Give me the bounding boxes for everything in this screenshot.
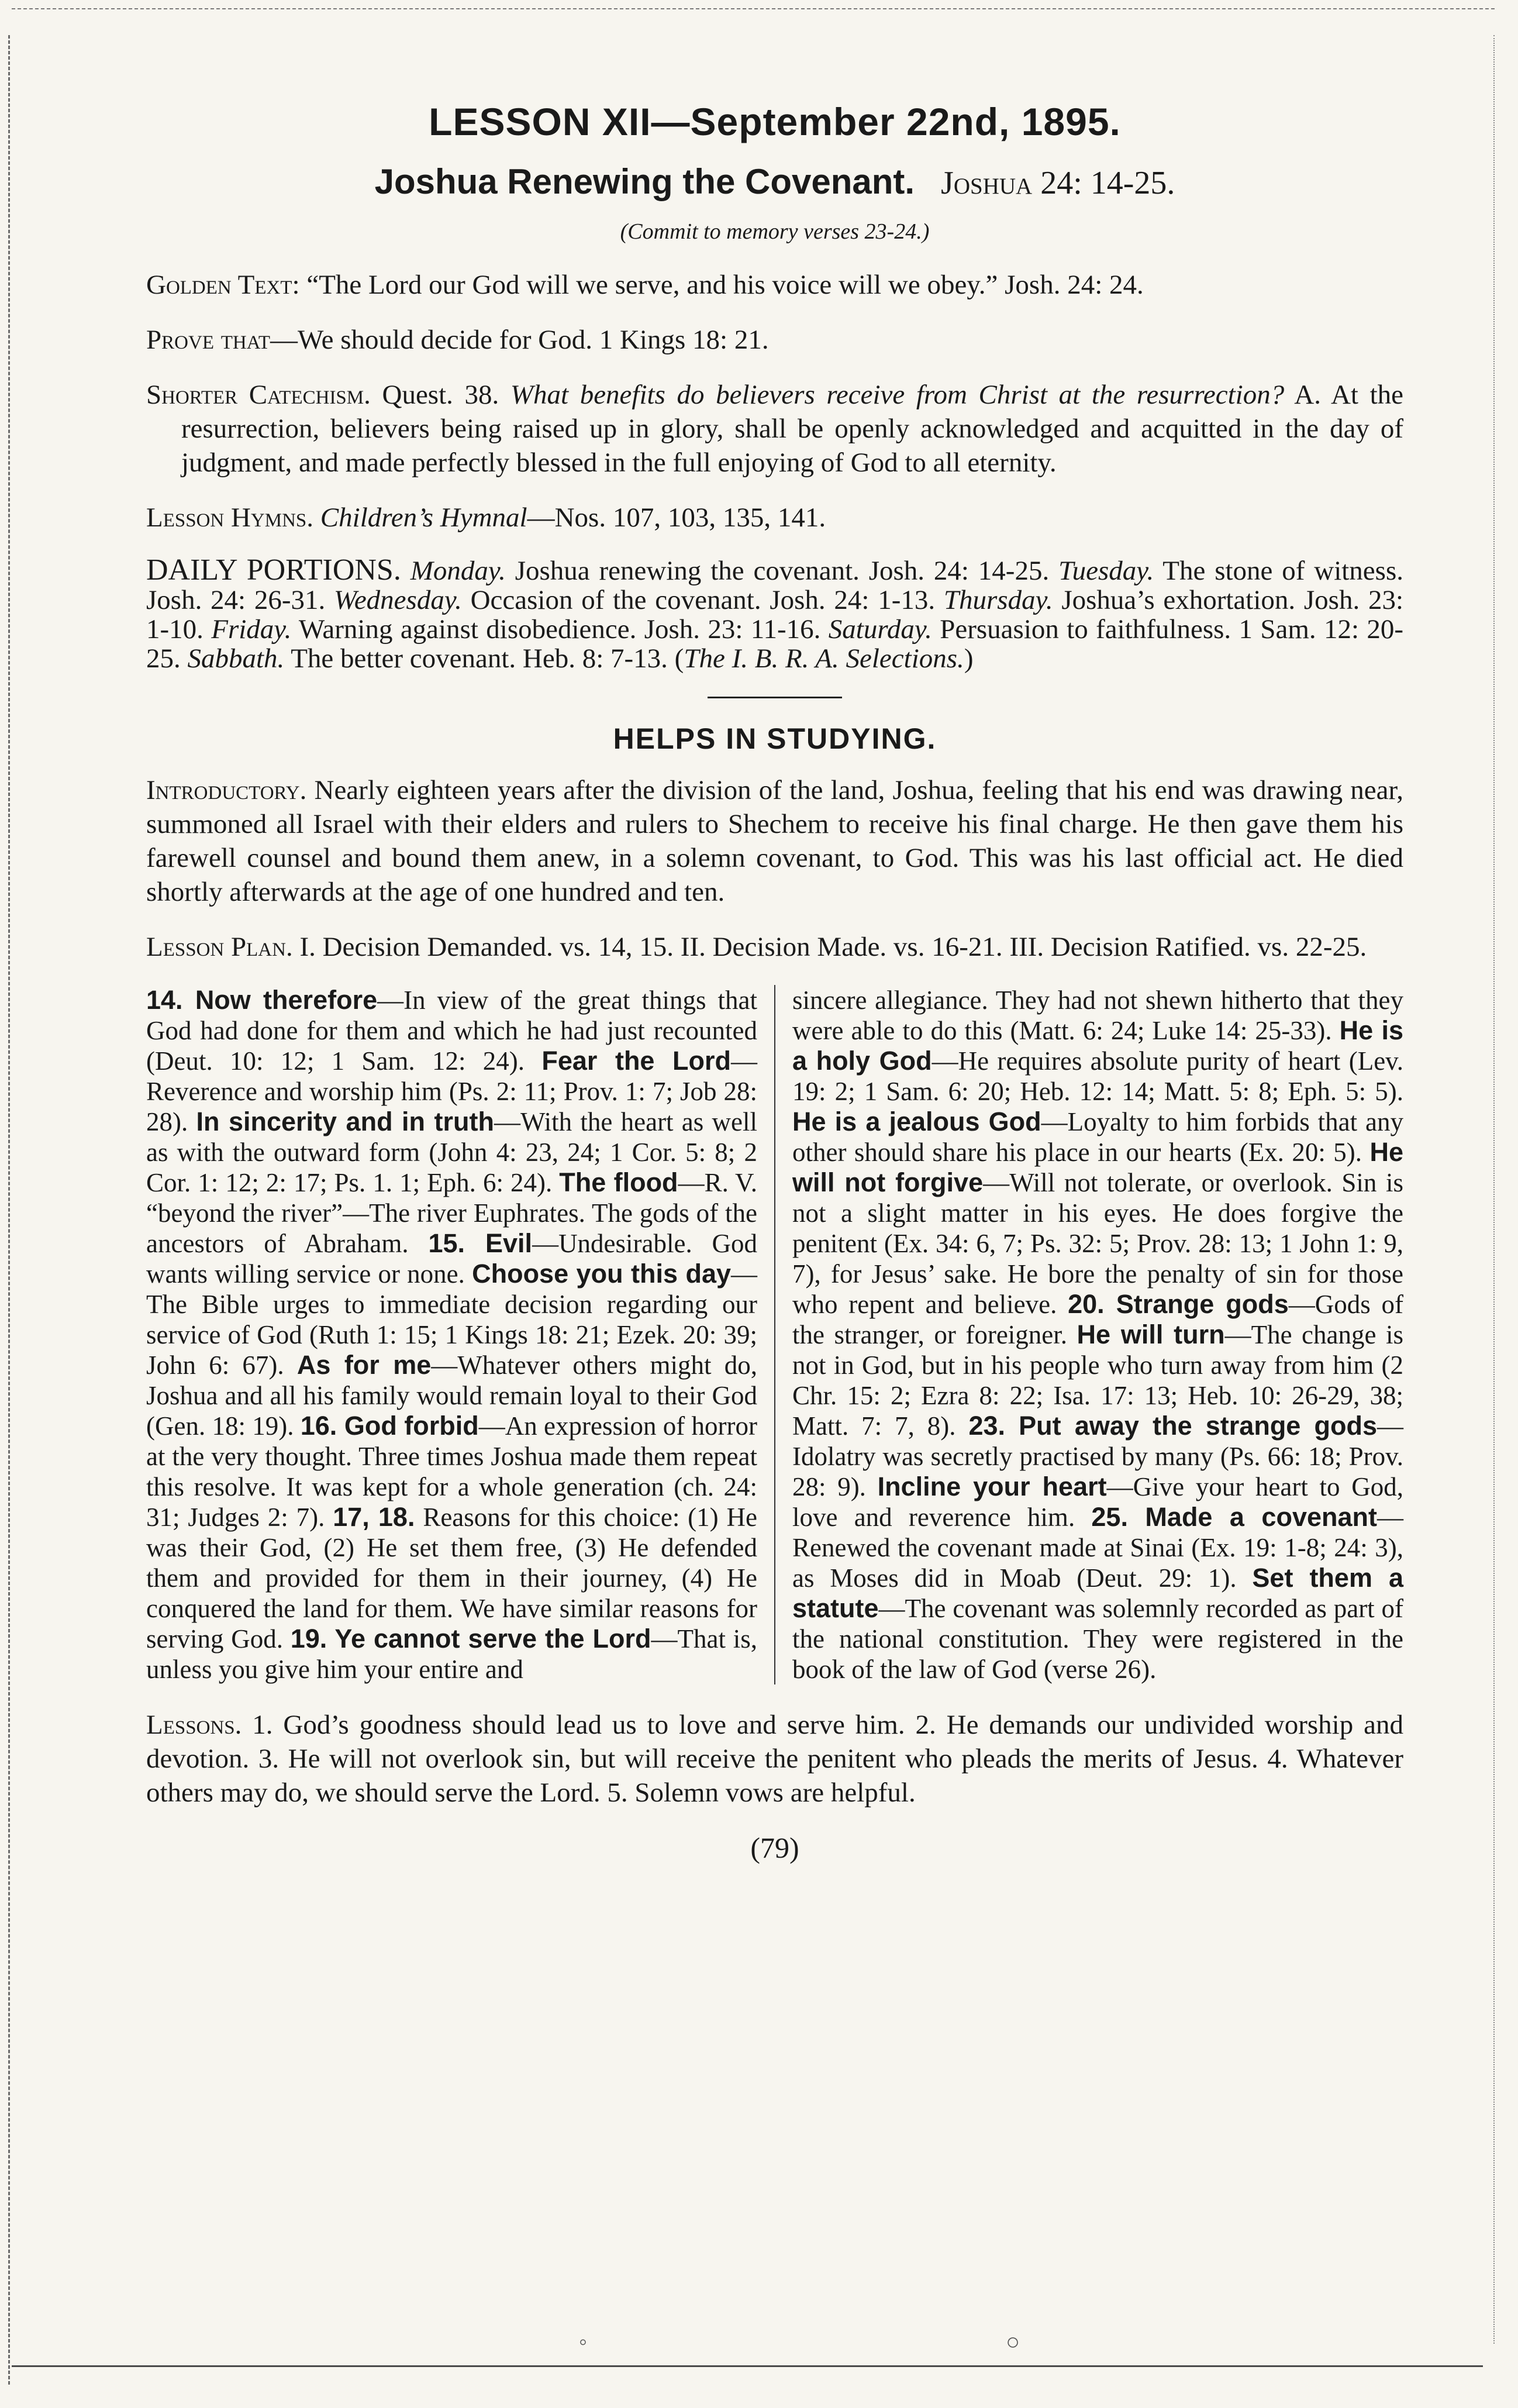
daily-day-3: Wednesday. — [333, 585, 462, 615]
daily-text-5: Warning against disobedience. Josh. 23: 11-16. — [291, 614, 829, 645]
catechism-label: Shorter Catechism. — [146, 380, 371, 410]
commentary-right-column — [792, 985, 1403, 1684]
commentary-text: —The change is not in God, but in his people who turn away from him (2 Chr. 15: 2; Ezra 8: 22; Isa. 17: 13; Heb. 10: 26-29, 38; Matt. 7: 7, 8). — [792, 1320, 1403, 1441]
commentary-keyword: 20. Strange gods — [1068, 1289, 1289, 1319]
golden-text-label: Golden Text: — [146, 270, 300, 300]
hymns-book: Children’s Hymnal — [320, 502, 527, 533]
commentary-text: —Loyalty to him forbids that any other should share his place in our hearts (Ex. 20: 5). — [792, 1107, 1403, 1167]
commentary-text: —He requires absolute purity of heart (Lev. 19: 2; 1 Sam. 6: 20; Heb. 12: 14; Matt. 5: 8; Eph. 5: 5). — [792, 1046, 1403, 1106]
lesson-plan-label: Lesson Plan. — [146, 932, 293, 962]
commentary-keyword: 14. Now therefore — [146, 985, 378, 1015]
commentary-keyword: As for me — [296, 1350, 432, 1380]
commentary-text: —An expression of horror at the very thought. Three times Joshua made them repeat this resolve. It was kept for a whole generation (ch. 24: 31; Judges 2: 7). — [146, 1411, 757, 1532]
daily-portions-label: DAILY PORTIONS. — [146, 553, 401, 587]
commentary-text: —Renewed the covenant made at Sinai (Ex. 19: 1-8; 24: 3), as Moses did in Moab (Deut. 29: 1). — [792, 1503, 1403, 1593]
introductory — [146, 773, 1403, 909]
commentary-keyword: 25. Made a covenant — [1091, 1502, 1377, 1532]
shorter-catechism — [146, 378, 1403, 480]
commentary-text: —That is, unless you give him your entire and — [146, 1624, 757, 1684]
hymns-label: Lesson Hymns. — [146, 502, 314, 533]
commentary-text: Reasons for this choice: (1) He was their God, (2) He set them free, (3) He defended them and provided for them in their journey, (4) He conquered the land for them. We have similar reasons for serving God. — [146, 1503, 757, 1653]
prove-that-body: —We should decide for God. 1 Kings 18: 21. — [270, 325, 769, 355]
commentary-text: —Whatever others might do, Joshua and all his family would remain loyal to their God (Gen. 18: 19). — [146, 1351, 757, 1441]
lessons-summary — [146, 1708, 1403, 1810]
lesson-page — [146, 99, 1403, 1865]
daily-day-2: Tuesday. — [1058, 556, 1154, 586]
catechism-quest: Quest. 38. — [382, 380, 499, 410]
commentary-keyword: 19. Ye cannot serve the Lord — [290, 1624, 651, 1653]
lesson-plan-body: I. Decision Demanded. vs. 14, 15. II. Decision Made. vs. 16-21. III. Decision Ratified. vs. 22-25. — [292, 932, 1367, 962]
commentary-text: sincere allegiance. They had not shewn hitherto that they were able to do this (Matt. 6: 24; Luke 14: 25-33). — [792, 986, 1403, 1045]
commentary-text: —The covenant was solemnly recorded as part of the national constitution. They were registered in the book of the law of God (verse 26). — [792, 1594, 1403, 1684]
golden-text — [146, 268, 1403, 302]
commentary-keyword: He will not forgive — [792, 1137, 1403, 1197]
daily-selections: The I. B. R. A. Selections. — [684, 643, 964, 674]
daily-day-4: Thursday. — [943, 585, 1053, 615]
commentary-text: —With the heart as well as with the outward form (John 4: 23, 24; 1 Cor. 5: 8; 2 Cor. 1: 12; 2: 17; Ps. 1. 1; Eph. 6: 24). — [146, 1107, 757, 1197]
page-number: (79) — [750, 1831, 799, 1864]
page-border-bottom — [12, 2363, 1483, 2367]
commentary-keyword: In sincerity and in truth — [196, 1107, 494, 1136]
section-divider — [708, 697, 842, 698]
daily-day-7: Sabbath. — [187, 643, 285, 674]
daily-close: ) — [964, 643, 974, 674]
daily-text-2: The stone of witness. Josh. 24: 26-31. — [146, 556, 1403, 615]
page-border-left — [8, 35, 13, 2385]
commentary-keyword: 23. Put away the strange gods — [968, 1411, 1377, 1441]
lessons-body: 1. God’s goodness should lead us to love and serve him. 2. He demands our undivided worship and devotion. 3. He will not overlook sin, but will receive the penitent who pleads the merits of Jesus. 4. Whatever others may do, we should serve the Lord. 5. Solemn vows are helpful. — [146, 1710, 1403, 1808]
prove-that-label: Prove that — [146, 325, 271, 355]
lesson-title: LESSON XII—September 22nd, 1895. — [429, 100, 1121, 143]
commentary-keyword: Set them a statute — [792, 1563, 1403, 1623]
daily-day-6: Saturday. — [828, 614, 932, 645]
commentary-text: —Give your heart to God, love and reverence him. — [792, 1472, 1403, 1532]
daily-day-5: Friday. — [211, 614, 292, 645]
commentary-keyword: 17, 18. — [333, 1502, 415, 1532]
scripture-reference: Joshua 24: 14-25. — [941, 165, 1175, 201]
hymns-numbers: —Nos. 107, 103, 135, 141. — [527, 502, 826, 533]
commentary-keyword: 16. God forbid — [300, 1411, 479, 1441]
lesson-subtitle-main: Joshua Renewing the Covenant. — [374, 162, 915, 201]
commentary-keyword: He will turn — [1077, 1320, 1225, 1349]
catechism-question: What benefits do believers receive from Christ at the resurrection? — [510, 380, 1285, 410]
commentary-keyword: Choose you this day — [472, 1259, 731, 1289]
helps-heading: HELPS IN STUDYING. — [613, 722, 937, 755]
commentary-keyword: Fear the Lord — [541, 1046, 731, 1076]
commentary-keyword: 15. Evil — [428, 1228, 533, 1258]
commentary-text: —Will not tolerate, or overlook. Sin is not a slight matter in his eyes. He does forgive the penitent (Ex. 34: 6, 7; Ps. 32: 5; Prov. 28: 13; 1 John 1: 9, 7), for Jesus’ sake. He bore the penalty of sin for those who repent and believe. — [792, 1168, 1403, 1319]
page-border-right — [1490, 35, 1495, 2344]
commentary-text: —In view of the great things that God had done for them and which he had just recounted (Deut. 10: 12; 1 Sam. 12: 24). — [146, 986, 757, 1076]
lesson-plan — [146, 930, 1403, 964]
commentary-keyword: He is a jealous God — [792, 1107, 1041, 1136]
daily-text-6: Persuasion to faithfulness. 1 Sam. 12: 20-25. — [146, 614, 1404, 674]
commentary-text: —Idolatry was secretly practised by many (Ps. 66: 18; Prov. 28: 9). — [792, 1411, 1403, 1501]
commentary-left-column — [146, 985, 757, 1684]
commentary-columns — [146, 985, 1403, 1684]
column-divider — [774, 985, 775, 1684]
introductory-body: Nearly eighteen years after the division of the land, Joshua, feeling that his end was drawing near, summoned all Israel with their elders and rulers to Shechem to receive his final charge. He then gave them his farewell counsel and bound them anew, in a solemn covenant, to God. This was his last official act. He died shortly afterwards at the age of one hundred and ten. — [146, 775, 1403, 907]
golden-text-body: “The Lord our God will we serve, and his voice will we obey.” Josh. 24: 24. — [306, 270, 1144, 300]
commit-note: (Commit to memory verses 23-24.) — [620, 219, 930, 244]
commentary-keyword: The flood — [559, 1167, 678, 1197]
lesson-hymns — [146, 501, 1403, 535]
binding-mark-icon: ○ — [1006, 2328, 1020, 2355]
binding-mark-icon: ◦ — [579, 2328, 588, 2355]
daily-text-4: Joshua’s exhortation. Josh. 23: 1-10. — [146, 585, 1403, 645]
lesson-subtitle — [146, 161, 1403, 202]
commentary-text: —Reverence and worship him (Ps. 2: 11; Prov. 1: 7; Job 28: 28). — [146, 1046, 757, 1136]
daily-text-7: The better covenant. Heb. 8: 7-13. ( — [284, 643, 684, 674]
catechism-answer: A. At the resurrection, believers being raised up in glory, shall be openly acknowledged and acquitted in the day of judgment, and made perfectly blessed in the full enjoying of God to all eternity. — [181, 380, 1403, 478]
daily-portions — [146, 553, 1404, 674]
daily-text-3: Occasion of the covenant. Josh. 24: 1-13. — [461, 585, 944, 615]
commentary-keyword: Incline your heart — [877, 1472, 1107, 1501]
daily-day-1: Monday. — [410, 556, 506, 586]
daily-text-1: Joshua renewing the covenant. Josh. 24: 14-25. — [505, 556, 1059, 586]
page-border-top — [12, 8, 1495, 12]
introductory-label: Introductory. — [146, 775, 307, 805]
prove-that — [146, 323, 1403, 357]
commentary-text: —The Bible urges to immediate decision regarding our service of God (Ruth 1: 15; 1 Kings 18: 21; Ezek. 20: 39; John 6: 67). — [146, 1259, 757, 1380]
commentary-text: —R. V. “beyond the river”—The river Euphrates. The gods of the ancestors of Abraham. — [146, 1168, 758, 1258]
commentary-text: —Gods of the stranger, or foreigner. — [792, 1290, 1404, 1349]
lessons-label: Lessons. — [146, 1710, 242, 1740]
commentary-text: —Undesirable. God wants willing service or none. — [146, 1229, 757, 1289]
commentary-keyword: He is a holy God — [792, 1015, 1403, 1076]
